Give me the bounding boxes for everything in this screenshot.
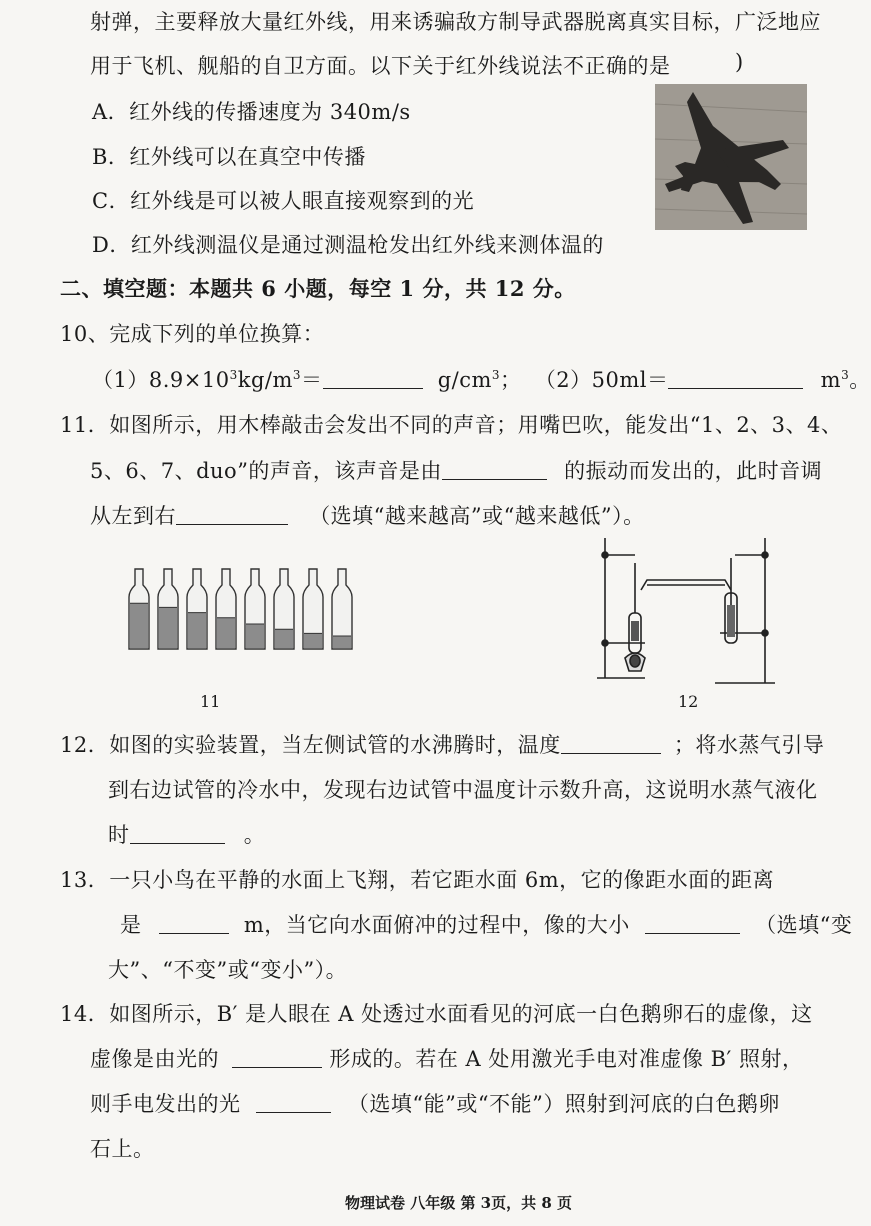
page-footer: 物理试卷 八年级 第 3页，共 8 页	[345, 1194, 572, 1212]
q14-line1: 14．如图所示，B′ 是人眼在 A 处透过水面看见的河底一白色鹅卵石的虚像，这	[60, 1002, 813, 1026]
q9-answer-paren: )	[735, 50, 744, 74]
bottle-4	[216, 569, 236, 649]
q10-p1-unit: kg/m	[237, 368, 293, 392]
q13-line2-b: m，当它向水面俯冲的过程中，像的大小	[243, 913, 630, 937]
q12-line3	[108, 819, 265, 849]
q11-blank-1[interactable]	[442, 461, 547, 480]
q12-blank-2[interactable]	[130, 825, 225, 844]
figure-12-apparatus	[585, 533, 785, 683]
q10-parts	[92, 364, 871, 394]
q11-line2	[90, 455, 822, 485]
q14-line3-b: （选填“能”或“不能”）照射到河底的白色鹅卵	[347, 1092, 780, 1116]
bottle-7	[303, 569, 323, 649]
q11-line2-a: 5、6、7、duo”的声音，该声音是由	[90, 459, 442, 483]
bottle-water-8	[333, 636, 351, 648]
q14-blank-1[interactable]	[232, 1049, 322, 1068]
q11-line1: 11．如图所示，用木棒敲击会发出不同的声音；用嘴巴吹，能发出“1、2、3、4、	[60, 413, 843, 437]
q10-p1-target: g/cm	[437, 368, 492, 392]
bottle-water-2	[159, 607, 177, 648]
q12-line1	[60, 729, 824, 759]
bottle-water-7	[304, 633, 322, 648]
q14-line3-a: 则手电发出的光	[90, 1092, 241, 1116]
q9-option-b: B．红外线可以在真空中传播	[92, 145, 366, 169]
q11-line3	[90, 500, 645, 530]
figure-11-bottles	[125, 565, 355, 655]
q12-line3-a: 时	[108, 823, 130, 847]
q10-blank-1[interactable]	[323, 370, 423, 389]
q12-line1-a: 12．如图的实验装置，当左侧试管的水沸腾时，温度	[60, 733, 561, 757]
q10-p2-end: 。	[849, 368, 871, 392]
section-heading: 二、填空题：本题共 6 小题，每空 1 分，共 12 分。	[60, 276, 576, 301]
figure-11-caption: 11	[200, 692, 221, 711]
q14-line2	[90, 1043, 803, 1073]
q10-stem: 10、完成下列的单位换算：	[60, 322, 325, 346]
q11-line3-a: 从左到右	[90, 504, 176, 528]
q9-option-c: C．红外线是可以被人眼直接观察到的光	[92, 189, 475, 213]
q10-p1-eq: ＝	[301, 368, 323, 392]
q13-blank-1[interactable]	[159, 915, 229, 934]
bottle-water-5	[246, 624, 264, 648]
q10-p1-prefix: （1）8.9×10	[92, 368, 230, 392]
q10-p2-target: m	[820, 368, 842, 392]
q12-blank-1[interactable]	[561, 735, 661, 754]
q14-line3	[90, 1088, 780, 1118]
q14-blank-2[interactable]	[256, 1094, 331, 1113]
q9-option-a: A．红外线的传播速度为 340m/s	[92, 100, 411, 124]
q13-line3: 大”、“不变”或“变小”）。	[108, 958, 348, 982]
bottle-water-4	[217, 618, 235, 648]
q11-line3-b: （选填“越来越高”或“越来越低”）。	[309, 504, 645, 528]
q9-stem-line1: 射弹，主要释放大量红外线，用来诱骗敌方制导武器脱离真实目标，广泛地应	[90, 10, 821, 34]
bottle-water-3	[188, 613, 206, 648]
q10-p1-target-exp: 3	[491, 368, 501, 382]
bottle-6	[274, 569, 294, 649]
bottle-1	[129, 569, 149, 649]
q10-p1-exp: 3	[229, 368, 238, 382]
q14-line2-a: 虚像是由光的	[90, 1047, 219, 1071]
bottle-water-1	[130, 603, 148, 648]
bottle-5	[245, 569, 265, 649]
bottle-2	[158, 569, 178, 649]
q14-line4: 石上。	[90, 1137, 155, 1161]
q13-blank-2[interactable]	[645, 915, 740, 934]
airplane-photo	[655, 84, 807, 230]
q10-p2-target-exp: 3	[841, 368, 850, 382]
bottle-water-6	[275, 629, 293, 648]
bottle-8	[332, 569, 352, 649]
q10-p2-prefix: （2）50ml＝	[534, 368, 669, 392]
q10-p1-unit-exp: 3	[292, 368, 302, 382]
figure-12-caption: 12	[678, 692, 699, 711]
q13-line2	[120, 909, 852, 939]
q9-stem-text: 用于飞机、舰船的自卫方面。以下关于红外线说法不正确的是	[90, 54, 671, 78]
q13-line1: 13．一只小鸟在平静的水面上飞翔，若它距水面 6m，它的像距水面的距离	[60, 868, 775, 892]
q13-line2-c: （选填“变	[755, 913, 853, 937]
q14-line2-b: 形成的。若在 A 处用激光手电对准虚像 B′ 照射，	[329, 1047, 804, 1071]
q12-line3-b: 。	[243, 823, 266, 847]
q12-line2: 到右边试管的冷水中，发现右边试管中温度计示数升高，这说明水蒸气液化	[108, 778, 818, 802]
q13-line2-a: 是	[120, 913, 142, 937]
q10-sep: ；	[500, 368, 522, 392]
q11-line2-b: 的振动而发出的，此时音调	[564, 459, 823, 483]
bottle-3	[187, 569, 207, 649]
q12-line1-b: ；将水蒸气引导	[673, 733, 825, 757]
q9-option-d: D．红外线测温仪是通过测温枪发出红外线来测体温的	[92, 233, 604, 257]
q9-stem-line2	[90, 50, 744, 80]
q11-blank-2[interactable]	[176, 506, 288, 525]
q10-blank-2[interactable]	[668, 370, 803, 389]
